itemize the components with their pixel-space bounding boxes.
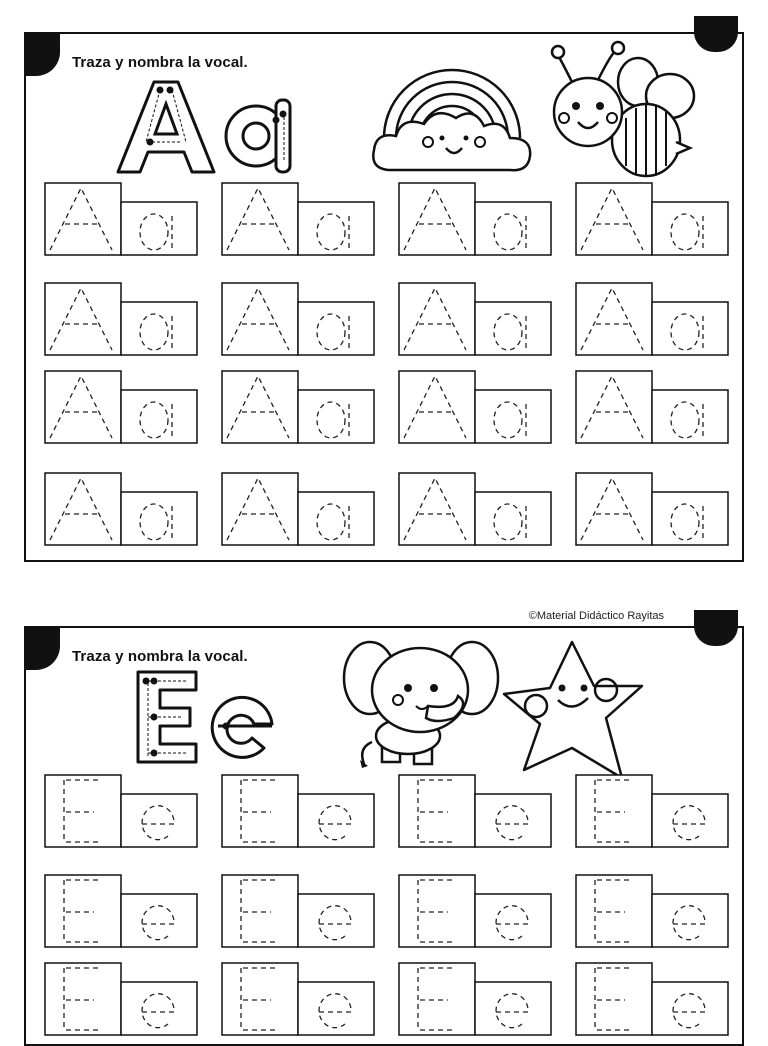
uppercase-trace-box — [45, 371, 121, 443]
lowercase-trace-box — [298, 302, 374, 355]
lowercase-trace-box — [121, 390, 197, 443]
uppercase-trace-box — [576, 875, 652, 947]
trace-cell — [575, 370, 729, 444]
corner-tab-right — [694, 16, 738, 52]
uppercase-trace-box — [576, 963, 652, 1035]
lowercase-trace-box — [475, 492, 551, 545]
trace-letters — [44, 182, 198, 256]
trace-letters — [221, 962, 375, 1036]
lowercase-trace-box — [298, 492, 374, 545]
lowercase-trace-box — [475, 202, 551, 255]
uppercase-trace-box — [399, 183, 475, 255]
trace-cell — [398, 182, 552, 256]
uppercase-trace-box — [576, 183, 652, 255]
trace-cell — [44, 472, 198, 546]
lowercase-trace-box — [475, 390, 551, 443]
lowercase-trace-box — [652, 492, 728, 545]
elephant-illustration — [342, 632, 502, 772]
trace-letters — [221, 874, 375, 948]
trace-cell — [575, 282, 729, 356]
trace-letters — [44, 370, 198, 444]
corner-tab-right — [694, 610, 738, 646]
lowercase-trace-box — [652, 390, 728, 443]
trace-letters — [575, 182, 729, 256]
uppercase-trace-box — [222, 283, 298, 355]
trace-cell — [575, 182, 729, 256]
trace-cell — [575, 962, 729, 1036]
trace-letters — [575, 874, 729, 948]
lowercase-trace-box — [121, 492, 197, 545]
uppercase-trace-box — [222, 473, 298, 545]
uppercase-trace-box — [222, 775, 298, 847]
bee-illustration — [550, 38, 700, 180]
trace-letters — [398, 282, 552, 356]
worksheet-vowel-a — [24, 32, 744, 562]
uppercase-trace-box — [576, 473, 652, 545]
vowel-e-model-letters — [134, 668, 284, 768]
trace-cell — [575, 774, 729, 848]
uppercase-trace-box — [222, 371, 298, 443]
trace-cell — [221, 182, 375, 256]
instruction-text: Traza y nombra la vocal. — [72, 54, 248, 71]
trace-letters — [575, 962, 729, 1036]
trace-letters — [398, 472, 552, 546]
trace-letters — [221, 282, 375, 356]
uppercase-trace-box — [45, 283, 121, 355]
trace-cell — [44, 962, 198, 1036]
lowercase-trace-box — [121, 302, 197, 355]
trace-letters — [398, 370, 552, 444]
trace-cell — [44, 182, 198, 256]
trace-letters — [44, 874, 198, 948]
uppercase-trace-box — [45, 875, 121, 947]
star-illustration — [502, 638, 652, 782]
trace-cell — [44, 370, 198, 444]
trace-cell — [575, 472, 729, 546]
instruction-text: Traza y nombra la vocal. — [72, 648, 248, 665]
uppercase-trace-box — [399, 775, 475, 847]
trace-cell — [221, 774, 375, 848]
trace-letters — [44, 472, 198, 546]
uppercase-trace-box — [222, 183, 298, 255]
uppercase-trace-box — [576, 775, 652, 847]
uppercase-trace-box — [576, 371, 652, 443]
trace-letters — [221, 472, 375, 546]
trace-letters — [398, 774, 552, 848]
lowercase-trace-box — [298, 202, 374, 255]
lowercase-trace-box — [652, 202, 728, 255]
trace-letters — [575, 472, 729, 546]
uppercase-trace-box — [45, 183, 121, 255]
trace-letters — [221, 370, 375, 444]
trace-letters — [221, 182, 375, 256]
copyright-text: ©Material Didáctico Rayitas — [528, 610, 664, 622]
trace-letters — [575, 774, 729, 848]
uppercase-trace-box — [399, 371, 475, 443]
uppercase-trace-box — [222, 963, 298, 1035]
trace-cell — [398, 370, 552, 444]
uppercase-trace-box — [45, 963, 121, 1035]
trace-cell — [44, 774, 198, 848]
corner-tab-left — [24, 32, 60, 76]
trace-cell — [398, 472, 552, 546]
trace-letters — [44, 282, 198, 356]
lowercase-trace-box — [121, 202, 197, 255]
uppercase-trace-box — [45, 775, 121, 847]
uppercase-trace-box — [399, 963, 475, 1035]
trace-cell — [44, 282, 198, 356]
trace-letters — [221, 774, 375, 848]
uppercase-trace-box — [399, 283, 475, 355]
worksheet-vowel-e — [24, 626, 744, 1046]
trace-letters — [44, 774, 198, 848]
uppercase-trace-box — [45, 473, 121, 545]
trace-letters — [44, 962, 198, 1036]
trace-cell — [44, 874, 198, 948]
trace-cell — [221, 370, 375, 444]
uppercase-trace-box — [399, 875, 475, 947]
trace-cell — [398, 282, 552, 356]
rainbow-cloud-illustration — [370, 46, 534, 174]
corner-tab-left — [24, 626, 60, 670]
uppercase-trace-box — [399, 473, 475, 545]
trace-cell — [398, 874, 552, 948]
trace-cell — [221, 472, 375, 546]
vowel-a-model-letters — [116, 78, 316, 178]
uppercase-trace-box — [576, 283, 652, 355]
trace-letters — [398, 962, 552, 1036]
trace-letters — [575, 282, 729, 356]
trace-cell — [398, 774, 552, 848]
trace-cell — [398, 962, 552, 1036]
lowercase-trace-box — [475, 302, 551, 355]
uppercase-trace-box — [222, 875, 298, 947]
lowercase-trace-box — [652, 302, 728, 355]
lowercase-trace-box — [298, 390, 374, 443]
trace-letters — [398, 874, 552, 948]
trace-cell — [221, 962, 375, 1036]
trace-letters — [398, 182, 552, 256]
trace-cell — [221, 282, 375, 356]
trace-cell — [575, 874, 729, 948]
trace-cell — [221, 874, 375, 948]
trace-letters — [575, 370, 729, 444]
